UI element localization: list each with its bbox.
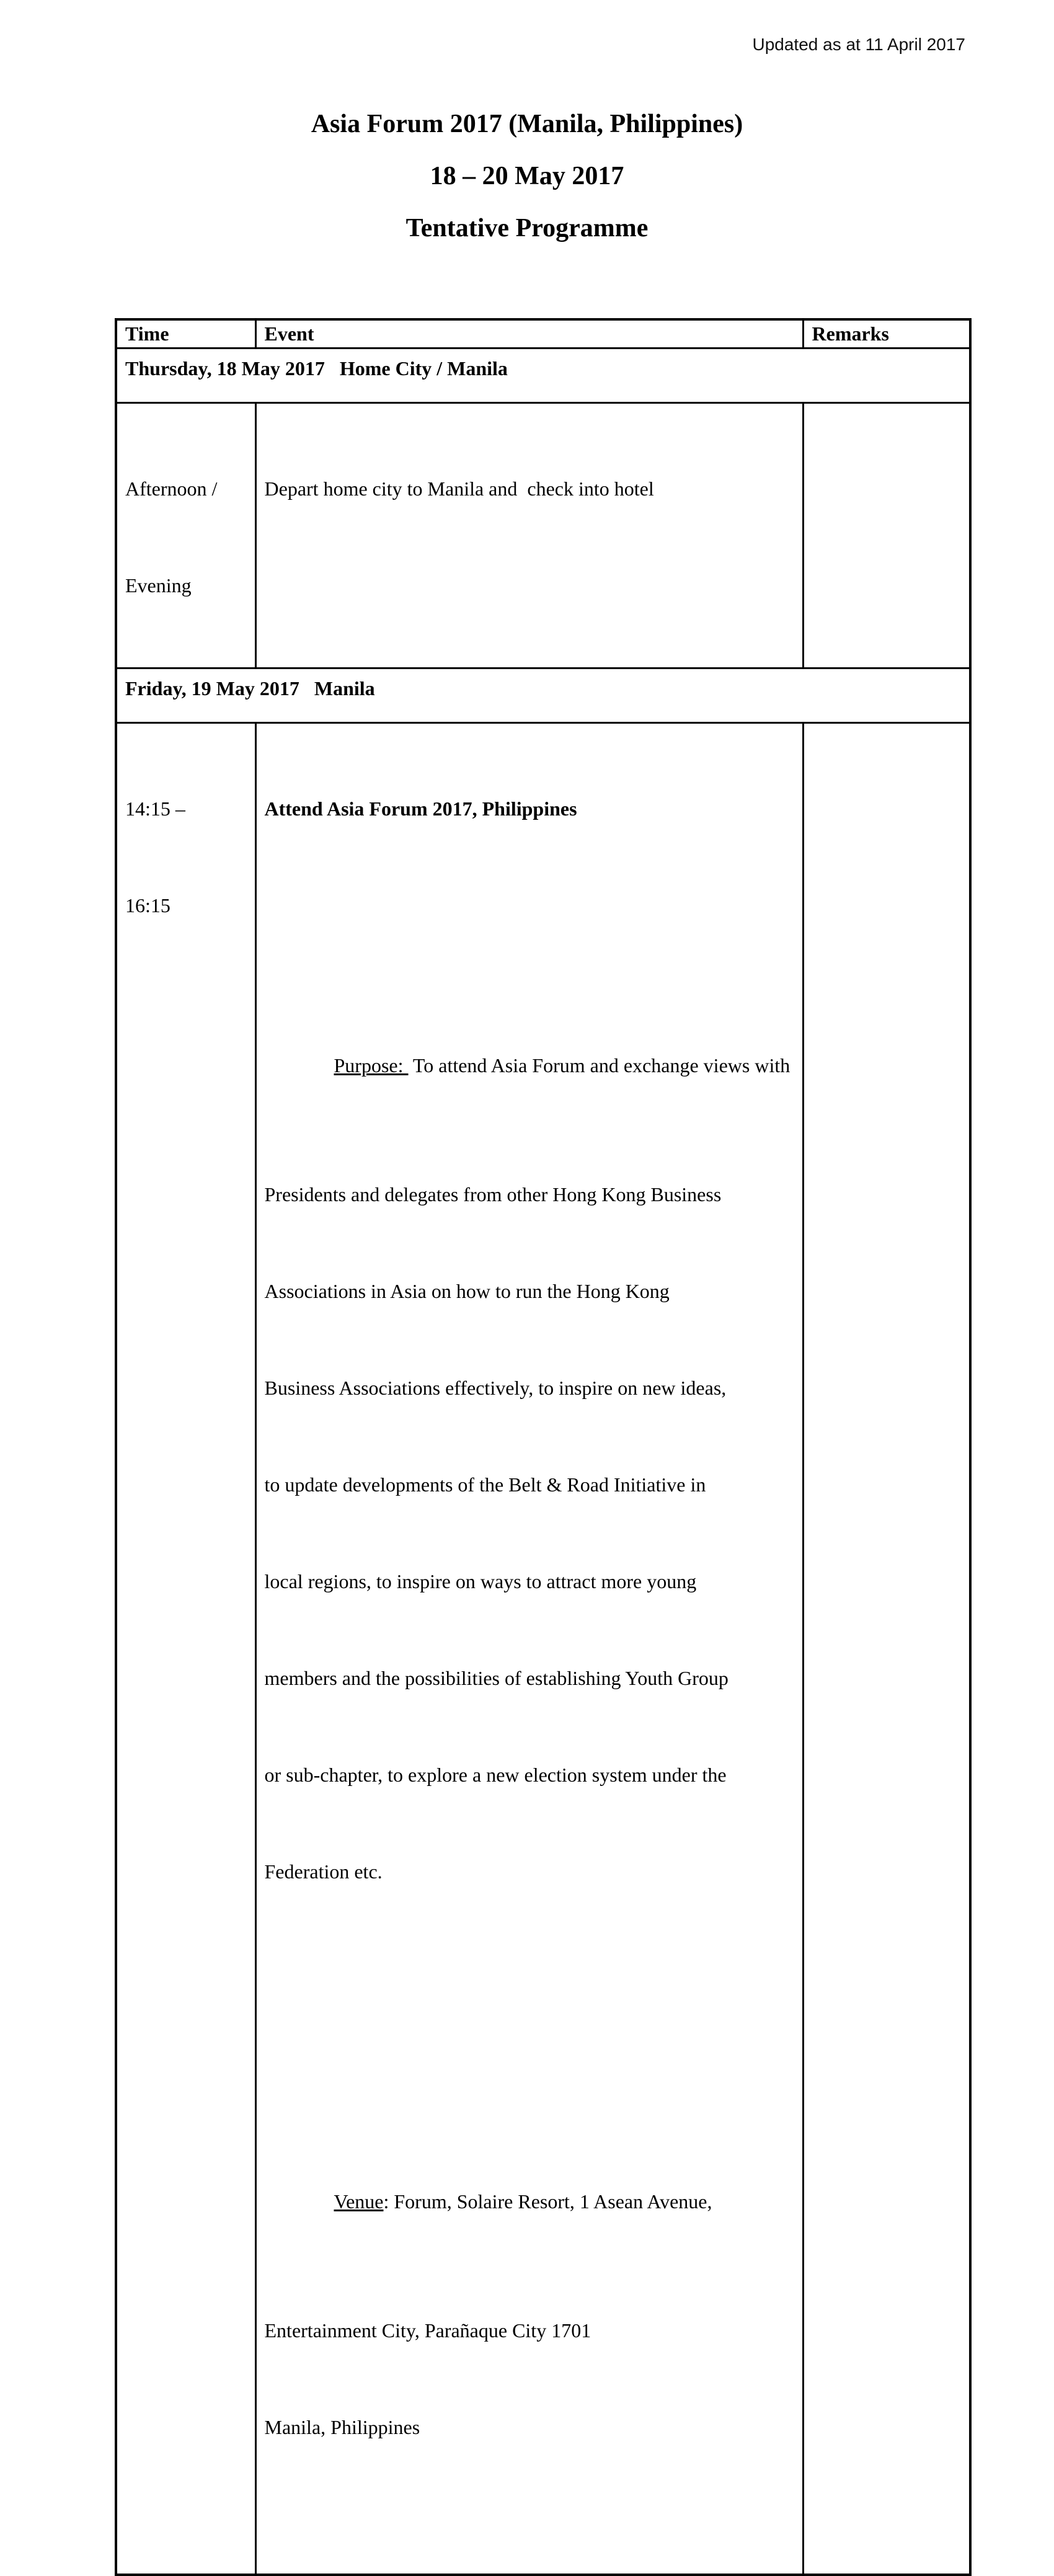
purpose-line (265, 1017, 794, 1114)
purpose-line: Associations in Asia on how to run the Hong Kong (264, 1280, 670, 1302)
time-cell-depart (116, 403, 255, 668)
purpose-line: Federation etc. (264, 1860, 383, 1883)
remarks-cell-forum (803, 723, 970, 2575)
event-row-forum (116, 723, 970, 2575)
event-date-range: 18 – 20 May 2017 (430, 162, 624, 190)
page-subtitle: Tentative Programme (405, 214, 649, 242)
purpose-line: to update developments of the Belt & Road Initiative in (264, 1473, 706, 1496)
time-line: 14:15 – (125, 797, 185, 820)
remarks-cell-depart (803, 403, 970, 668)
purpose-line: members and the possibilities of establishing Youth Group (264, 1667, 728, 1689)
day-row-friday (116, 668, 970, 723)
col-header-time: Time (116, 319, 255, 349)
purpose-paragraph (265, 953, 794, 1952)
day-row-thursday (116, 349, 970, 403)
venue-line (265, 2153, 794, 2250)
venue-block (265, 2089, 794, 2508)
event-cell-forum (255, 723, 803, 2575)
time-line: Afternoon / (125, 477, 218, 500)
time-cell-forum (116, 723, 255, 2575)
event-heading: Attend Asia Forum 2017, Philippines (264, 797, 577, 820)
venue-label: Venue (334, 2190, 384, 2213)
col-header-event: Event (255, 319, 803, 349)
day-row-thursday-label: Thursday, 18 May 2017 Home City / Manila (116, 349, 970, 403)
purpose-line: Presidents and delegates from other Hong Kong Business (264, 1183, 722, 1206)
document-titles (0, 98, 1054, 254)
time-line: 16:15 (125, 894, 170, 917)
event-cell-depart (255, 403, 803, 668)
purpose-line: Business Associations effectively, to inspire on new ideas, (264, 1377, 727, 1399)
updated-date-note: Updated as at 11 April 2017 (752, 35, 965, 54)
col-header-remarks: Remarks (803, 319, 970, 349)
venue-line: Entertainment City, Parañaque City 1701 (264, 2319, 591, 2342)
event-description: Depart home city to Manila and check into hotel (264, 477, 654, 500)
purpose-line: or sub-chapter, to explore a new election system under the (264, 1764, 727, 1786)
purpose-line: local regions, to inspire on ways to attract more young (264, 1570, 697, 1592)
page-title: Asia Forum 2017 (Manila, Philippines) (311, 110, 743, 138)
purpose-intro: To attend Asia Forum and exchange views with (408, 1054, 790, 1077)
event-row-depart (116, 403, 970, 668)
day-row-friday-label: Friday, 19 May 2017 Manila (116, 668, 970, 723)
time-line: Evening (125, 574, 192, 597)
venue-line: Manila, Philippines (264, 2416, 420, 2438)
programme-table (115, 318, 972, 2576)
table-header-row (116, 319, 970, 349)
venue-address: : Forum, Solaire Resort, 1 Asean Avenue, (383, 2190, 712, 2213)
purpose-label: Purpose: (334, 1054, 409, 1077)
